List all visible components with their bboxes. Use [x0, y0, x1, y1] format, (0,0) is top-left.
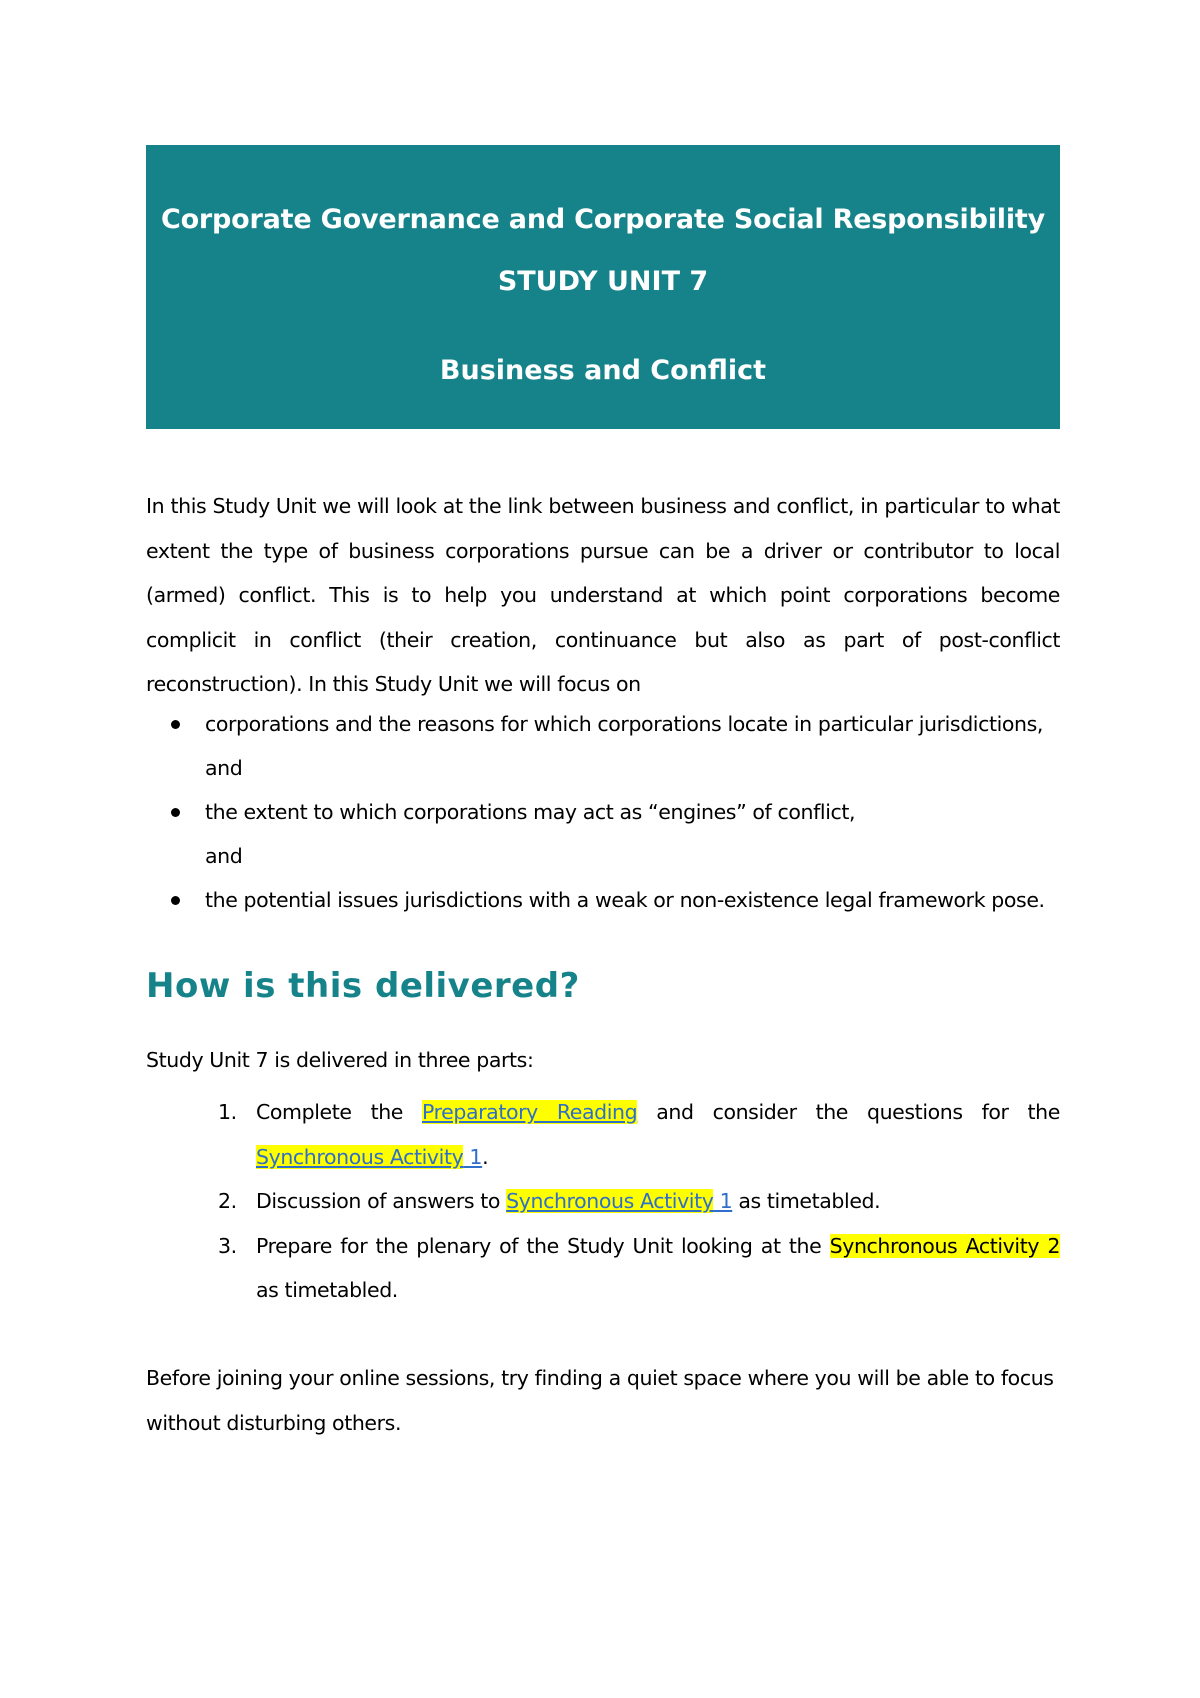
synchronous-activity-1-link[interactable]: Synchronous Activity	[256, 1144, 464, 1169]
focus-list	[146, 702, 1060, 922]
synchronous-activity-1-number-link[interactable]: 1	[713, 1189, 733, 1213]
step-text: Prepare for the plenary of the Study Unit looking at the	[256, 1233, 830, 1258]
intro-section	[146, 484, 1060, 707]
delivery-steps	[146, 1090, 1060, 1313]
course-title: Corporate Governance and Corporate Social Responsibility	[160, 204, 1046, 235]
step-text: as timetabled.	[256, 1278, 398, 1302]
synchronous-activity-2-highlight: Synchronous Activity 2	[829, 1233, 1060, 1258]
closing-paragraph: Before joining your online sessions, try finding a quiet space where you will be able to focus without disturbing others.	[146, 1366, 1054, 1435]
list-item-text: the potential issues jurisdictions with a weak or non-existence legal framework pose.	[205, 888, 1045, 912]
step-text: as timetabled.	[732, 1189, 881, 1213]
step-text: and consider the questions for the	[637, 1100, 1060, 1124]
step-number: 2.	[218, 1189, 237, 1213]
bullet-icon	[171, 808, 180, 817]
step-text: .	[482, 1144, 489, 1169]
bullet-icon	[171, 896, 180, 905]
list-item	[146, 702, 1060, 790]
step-number: 1.	[218, 1100, 237, 1124]
step-number: 3.	[218, 1233, 237, 1258]
list-item	[146, 790, 1060, 878]
delivery-intro: Study Unit 7 is delivered in three parts:	[146, 1048, 534, 1072]
step-item	[146, 1090, 1060, 1179]
step-text: Complete the	[256, 1100, 422, 1124]
step-text: Discussion of answers to	[256, 1189, 507, 1213]
intro-paragraph: In this Study Unit we will look at the link between business and conflict, in particular to what extent the type of business corporations pursue can be a driver or contributor to local (armed) conflict. This is to help you understand at which point corporations become complicit in conflict (their creation, continuance but also as part of post-conflict reconstruction). In this Study Unit we will focus on	[146, 494, 1060, 697]
unit-subtitle: Business and Conflict	[439, 355, 767, 386]
step-item	[146, 1179, 1060, 1224]
study-unit-label: STUDY UNIT 7	[497, 266, 709, 297]
list-item	[146, 878, 1060, 922]
preparatory-reading-link[interactable]: Preparatory Reading	[421, 1100, 638, 1124]
section-heading: How is this delivered?	[146, 966, 580, 1006]
list-item-text: corporations and the reasons for which corporations locate in particular jurisdictions,	[205, 712, 1044, 736]
step-item	[146, 1224, 1060, 1313]
list-item-text: the extent to which corporations may act as “engines” of conflict,	[205, 800, 856, 824]
synchronous-activity-1-link[interactable]: Synchronous Activity	[506, 1189, 714, 1213]
bullet-icon	[171, 720, 180, 729]
title-banner	[146, 145, 1060, 429]
list-item-continuation: and	[205, 756, 243, 780]
list-item-continuation: and	[205, 844, 243, 868]
synchronous-activity-1-number-link[interactable]: 1	[463, 1144, 483, 1169]
